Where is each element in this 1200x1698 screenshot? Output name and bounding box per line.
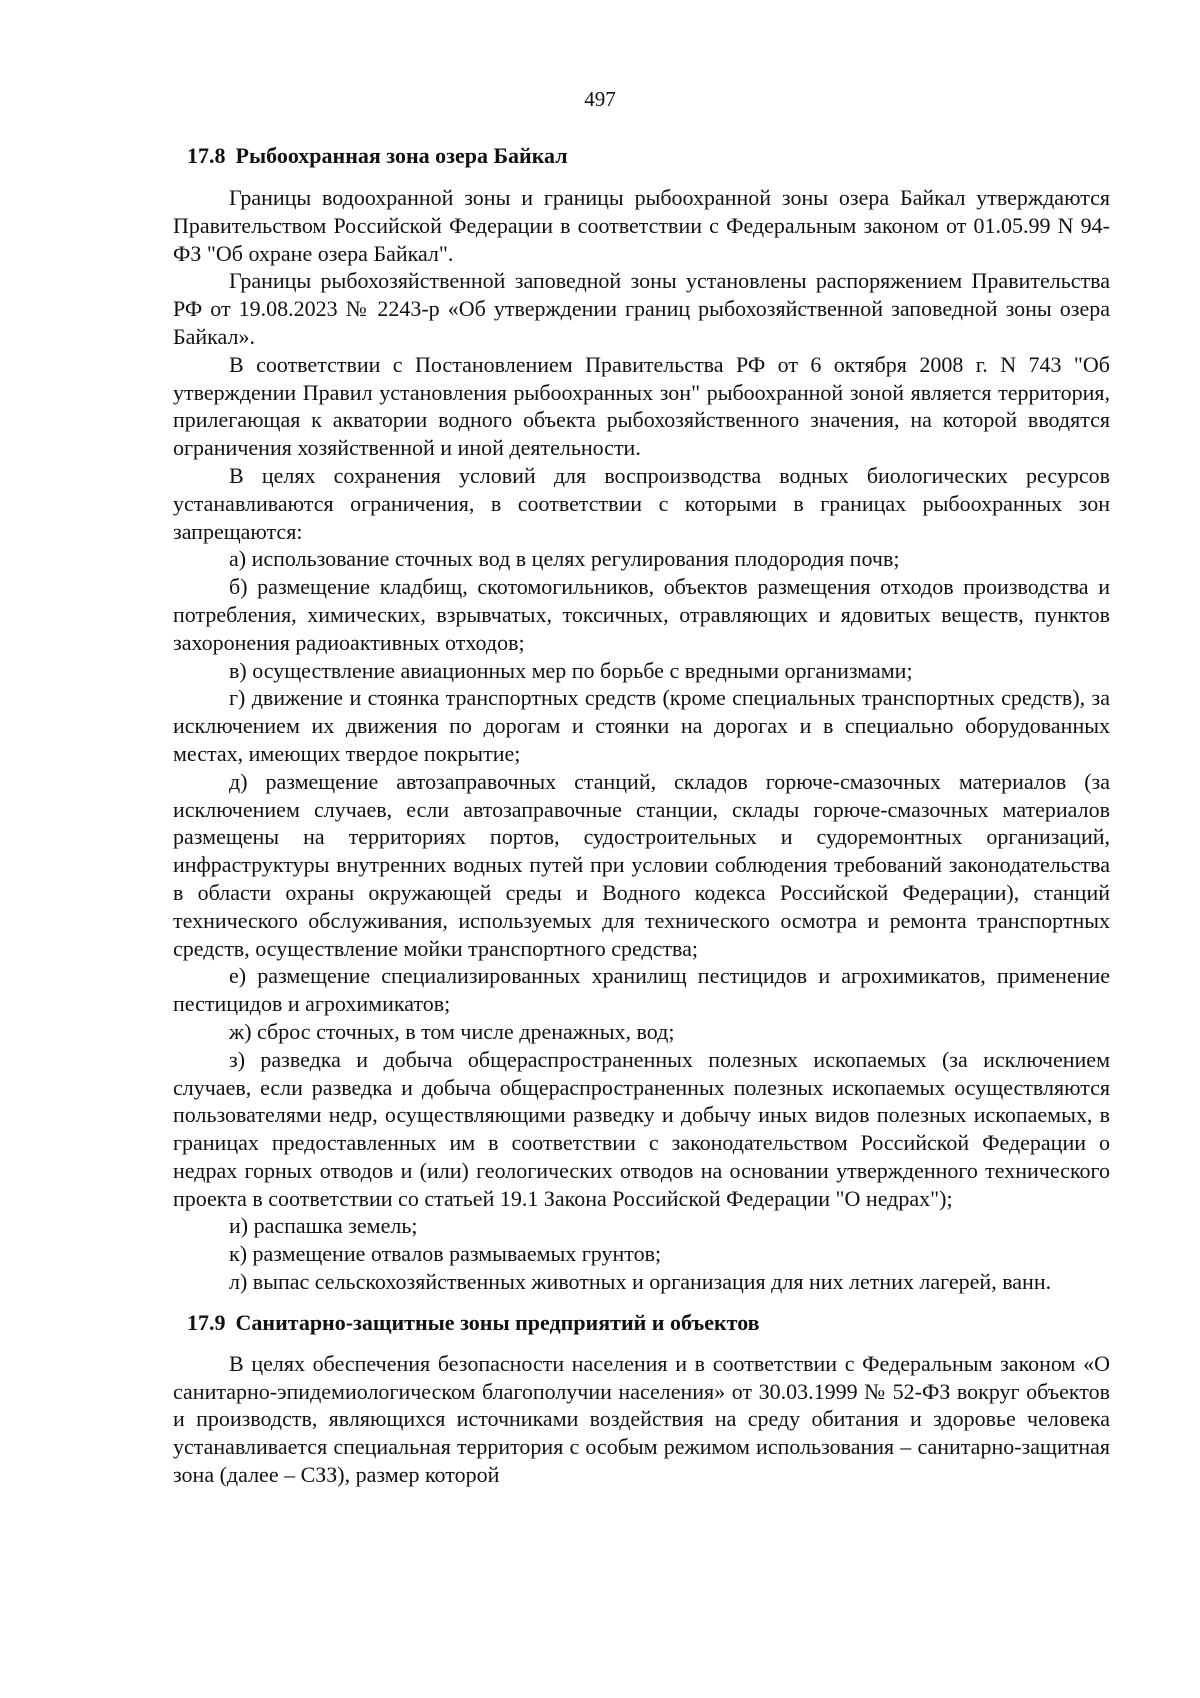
section-title: Санитарно-защитные зоны предприятий и объектов: [235, 1309, 760, 1335]
list-item: и) распашка земель;: [229, 1213, 418, 1239]
list-item: д) размещение автозаправочных станций, складов горюче-смазочных материалов (за исключением случаев, если автозаправочные станции, склады горюче-смазочных материалов размещены на территориях портов, судостроительных и судоремонтных организаций, инфраструктуры внутренних водных путей при условии соблюдения требований законодательства в области охраны окружающей среды и Водного кодекса Российской Федерации), станций технического обслуживания, используемых для технического осмотра и ремонта транспортных средств, осуществление мойки транспортного средства;: [173, 768, 1110, 961]
list-item: е) размещение специализированных хранилищ пестицидов и агрохимикатов, применение пестицидов и агрохимикатов;: [173, 963, 1110, 1017]
list-item: ж) сброс сточных, в том числе дренажных, вод;: [229, 1018, 675, 1044]
paragraph: В целях обеспечения безопасности населения и в соответствии с Федеральным законом «О санитарно-эпидемиологическом благополучии населения» от 30.03.1999 № 52-ФЗ вокруг объектов и производств, являющихся источниками воздействия на среду обитания и здоровье человека устанавливается специальная территория с особым режимом использования – санитарно-защитная зона (далее – СЗЗ), размер которой: [173, 1350, 1110, 1488]
paragraph: Границы рыбохозяйственной заповедной зоны установлены распоряжением Правительства РФ от 19.08.2023 № 2243-р «Об утверждении границ рыбохозяйственной заповедной зоны озера Байкал».: [173, 268, 1110, 349]
section-heading-17-8: [187, 141, 1110, 171]
list-item: а) использование сточных вод в целях регулирования плодородия почв;: [229, 546, 900, 572]
section-number: 17.9: [187, 1309, 226, 1335]
list-item: г) движение и стоянка транспортных средств (кроме специальных транспортных средств), за исключением их движения по дорогам и стоянки на дорогах и в специально оборудованных местах, имеющих твердое покрытие;: [173, 685, 1110, 766]
paragraph: В целях сохранения условий для воспроизводства водных биологических ресурсов устанавливаются ограничения, в соответствии с которыми в границах рыбоохранных зон запрещаются:: [173, 462, 1110, 544]
list-item: з) разведка и добыча общераспространенных полезных ископаемых (за исключением случаев, если разведка и добыча общераспространенных полезных ископаемых осуществляются пользователями недр, осуществляющими разведку и добычу иных видов полезных ископаемых, в границах предоставленных им в соответствии с законодательством Российской Федерации о недрах горных отводов и (или) геологических отводов на основании утвержденного технического проекта в соответствии со статьей 19.1 Закона Российской Федерации "О недрах");: [173, 1046, 1110, 1211]
section-heading-17-9: [187, 1308, 1110, 1338]
section-number: 17.8: [187, 143, 226, 168]
paragraph: Границы водоохранной зоны и границы рыбоохранной зоны озера Байкал утверждаются Правительством Российской Федерации в соответствии с Федеральным законом от 01.05.99 N 94-ФЗ "Об охране озера Байкал".: [173, 185, 1110, 266]
paragraph: В соответствии с Постановлением Правительства РФ от 6 октября 2008 г. N 743 "Об утверждении Правил установления рыбоохранных зон" рыбоохранной зоной является территория, прилегающая к акватории водного объекта рыбохозяйственного значения, на которой вводятся ограничения хозяйственной и иной деятельности.: [173, 351, 1110, 461]
list-item: к) размещение отвалов размываемых грунтов;: [229, 1241, 662, 1267]
page-number: 497: [584, 87, 616, 111]
list-item: б) размещение кладбищ, скотомогильников, объектов размещения отходов производства и потребления, химических, взрывчатых, токсичных, отравляющих и ядовитых веществ, пунктов захоронения радиоактивных отходов;: [173, 574, 1110, 655]
list-item: в) осуществление авиационных мер по борьбе с вредными организмами;: [229, 657, 913, 683]
document-body: [173, 141, 1110, 1489]
list-item: л) выпас сельскохозяйственных животных и организация для них летних лагерей, ванн.: [229, 1269, 1052, 1295]
section-title: Рыбоохранная зона озера Байкал: [235, 143, 568, 168]
